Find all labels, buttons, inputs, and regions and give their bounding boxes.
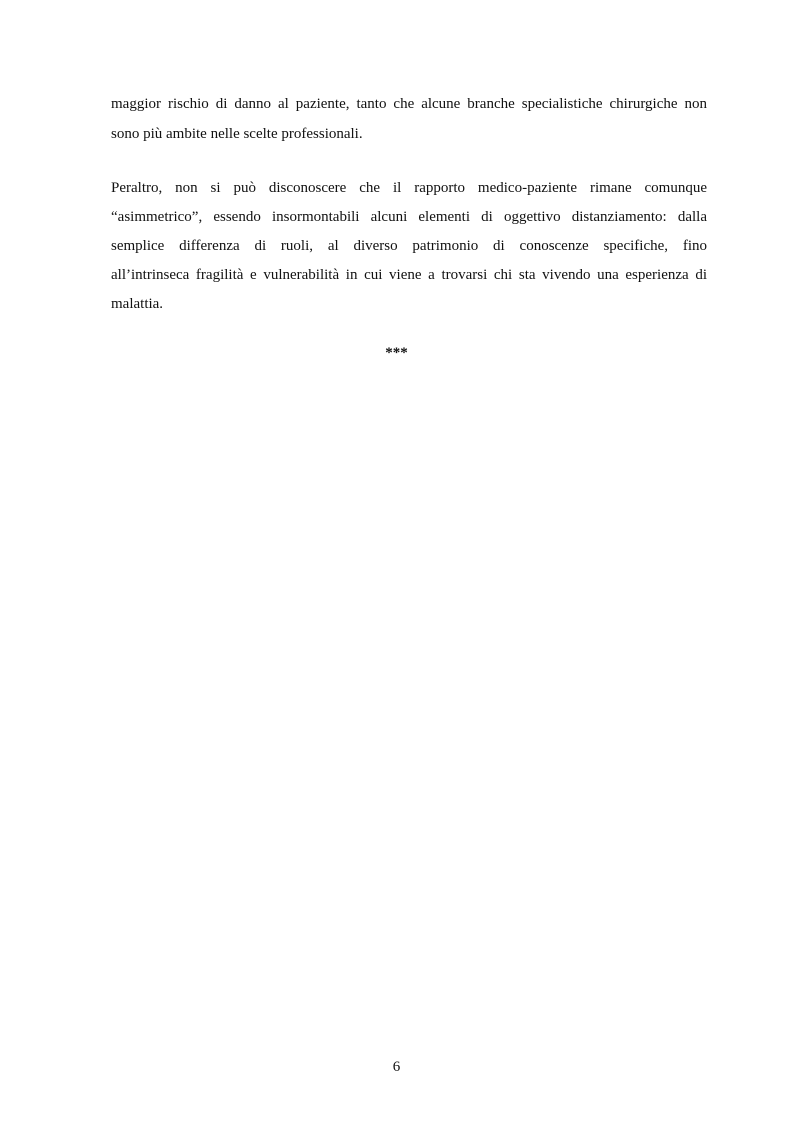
paragraph-2-line-2: “asimmetrico”, essendo insormontabili alcuni elementi di oggettivo distanziamento: dalla — [111, 209, 707, 225]
paragraph-2-line-1: Peraltro, non si può disconoscere che il rapporto medico-paziente rimane comunque — [111, 180, 707, 196]
paragraph-1-line-2: sono più ambite nelle scelte professionali. — [111, 126, 363, 142]
section-separator: *** — [385, 345, 408, 361]
page-number: 6 — [392, 1059, 401, 1075]
paragraph-2-line-4: all’intrinseca fragilità e vulnerabilità in cui viene a trovarsi chi sta vivendo una esperienza di — [111, 267, 707, 283]
paragraph-2-line-5: malattia. — [111, 296, 164, 312]
paragraph-2-line-3: semplice differenza di ruoli, al diverso patrimonio di conoscenze specifiche, fino — [111, 238, 707, 254]
paragraph-1-line-1: maggior rischio di danno al paziente, tanto che alcune branche specialistiche chirurgiche non — [111, 96, 707, 112]
